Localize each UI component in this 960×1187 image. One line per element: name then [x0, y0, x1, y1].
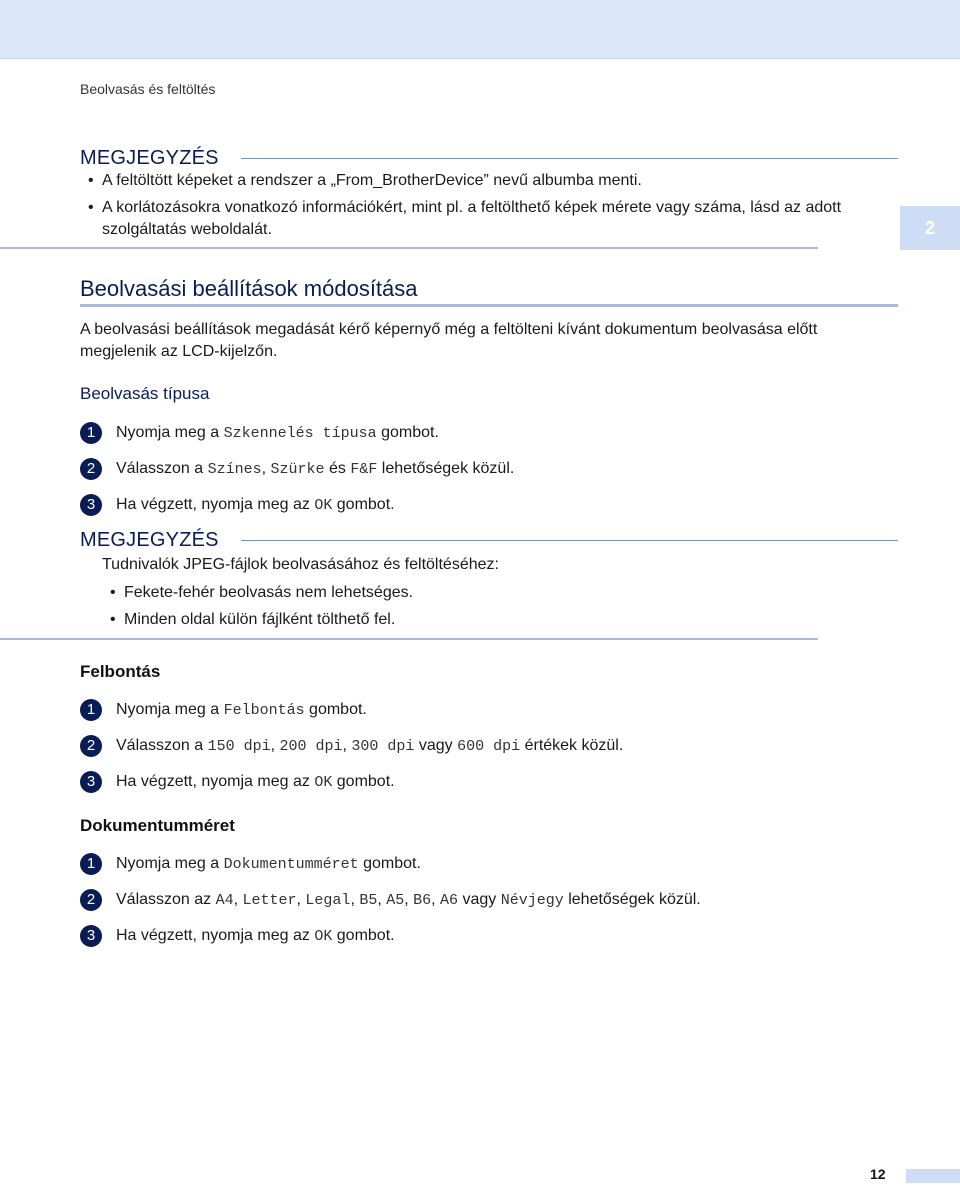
section-title: Beolvasási beállítások módosítása [80, 276, 418, 301]
chapter-tab: 2 [900, 206, 960, 250]
page-number-bar [906, 1169, 960, 1183]
step-number: 1 [80, 422, 102, 444]
step-number: 3 [80, 925, 102, 947]
page-top-band [0, 0, 960, 59]
step-number: 1 [80, 853, 102, 875]
step-number: 2 [80, 458, 102, 480]
note-bottom-rule [0, 247, 818, 249]
running-header: Beolvasás és feltöltés [80, 81, 216, 97]
step-number: 3 [80, 771, 102, 793]
section-intro: A beolvasási beállítások megadását kérő képernyő még a feltölteni kívánt dokumentum beolvasása előtt megjelenik az LCD-kijelzőn. [80, 321, 818, 360]
subheading-scan-type: Beolvasás típusa [80, 384, 210, 403]
note-box [80, 527, 898, 553]
section-rule [80, 304, 898, 307]
note-bottom-rule [0, 638, 818, 640]
note-box [80, 145, 898, 171]
subheading-document-size: Dokumentumméret [80, 816, 235, 835]
step-number: 3 [80, 494, 102, 516]
note-title: MEGJEGYZÉS [80, 145, 241, 171]
step-number: 2 [80, 889, 102, 911]
subheading-resolution: Felbontás [80, 662, 161, 681]
step-number: 1 [80, 699, 102, 721]
step-number: 2 [80, 735, 102, 757]
page-number: 12 [870, 1166, 886, 1182]
note-title: MEGJEGYZÉS [80, 527, 241, 553]
